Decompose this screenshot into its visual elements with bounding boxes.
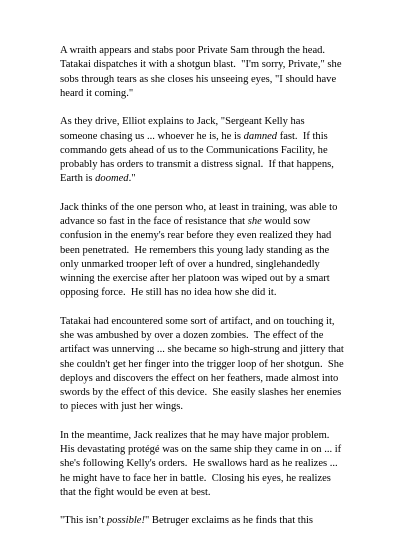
text-line	[60, 472, 378, 486]
text-run: opposing force. He still has no idea how she did it.	[60, 287, 277, 299]
paragraph	[60, 429, 378, 500]
emphasized-text: damned	[243, 130, 278, 142]
text-line	[60, 286, 378, 300]
text-run: Tatakai had encountered some sort of artifact, and on touching it,	[60, 315, 335, 327]
paragraph	[60, 201, 378, 301]
emphasized-text: possible!	[106, 515, 145, 527]
text-run: His devastating protégé was on the same ship they came in on ... if	[60, 444, 342, 455]
document-page	[60, 44, 378, 529]
text-line	[60, 258, 378, 272]
text-run: fast. If this	[277, 130, 328, 142]
text-run: she was ambushed by over a dozen zombies. The effect of the	[60, 330, 324, 341]
text-line	[60, 87, 378, 101]
text-run: someone chasing us ... whoever he is, he is	[60, 130, 244, 142]
text-line	[60, 158, 378, 172]
text-run: that the fight would be even at best.	[60, 486, 211, 498]
text-run: only unmarked trooper left of over a hundred, singlehandedly	[60, 258, 320, 270]
text-line	[60, 329, 378, 343]
text-line	[60, 58, 378, 72]
text-line	[60, 272, 378, 286]
text-run: confusion in the enemy's rear before they even realized they had	[60, 230, 332, 242]
text-line	[60, 386, 378, 400]
text-line	[60, 514, 378, 528]
text-run: probably has orders to transmit a distress signal. If that happens,	[60, 159, 334, 170]
text-run: swords by the effect of this device. She easily slashes her enemies	[60, 387, 342, 398]
text-run: In the meantime, Jack realizes that he may have major problem.	[60, 429, 330, 441]
text-run: ."	[128, 173, 136, 185]
paragraph	[60, 514, 378, 528]
text-run: she's following Kelly's orders. He swallows hard as he realizes ...	[60, 458, 338, 470]
text-line	[60, 130, 378, 144]
text-run: Tatakai dispatches it with a shotgun blast. "I'm sorry, Private," she	[60, 59, 342, 71]
text-line	[60, 429, 378, 443]
text-run: advance so fast in the face of resistance that	[60, 216, 248, 227]
text-run: been penetrated. He remembers this young lady standing as the	[60, 244, 330, 256]
text-run: she couldn't get her finger into the trigger loop of her shotgun. She	[60, 358, 344, 370]
text-line	[60, 144, 378, 158]
text-line	[60, 400, 378, 414]
emphasized-text: she	[247, 216, 262, 227]
paragraph	[60, 44, 378, 101]
text-run: artifact was unnerving ... she became so high-strung and jittery that	[60, 344, 344, 356]
text-line	[60, 244, 378, 258]
text-line	[60, 486, 378, 500]
text-line	[60, 172, 378, 186]
text-line	[60, 457, 378, 471]
paragraph	[60, 115, 378, 186]
text-line	[60, 73, 378, 87]
text-line	[60, 229, 378, 243]
text-line	[60, 443, 378, 457]
text-line	[60, 201, 378, 215]
text-run: winning the exercise after her platoon was wiped out by a smart	[60, 273, 330, 284]
text-run: " Betruger exclaims as he finds that this	[144, 515, 314, 527]
text-run: Jack thinks of the one person who, at least in training, was able to	[60, 201, 338, 213]
text-run: Earth is	[60, 173, 96, 185]
text-run: sobs through tears as she closes his unseeing eyes, "I should have	[60, 73, 337, 85]
text-line	[60, 372, 378, 386]
emphasized-text: doomed	[95, 173, 129, 185]
text-line	[60, 315, 378, 329]
text-run: to pieces with just her wings.	[60, 401, 184, 413]
text-run: A wraith appears and stabs poor Private Sam through the head.	[60, 45, 326, 56]
text-run: would sow	[261, 216, 311, 227]
text-run: deploys and discovers the effect on her feathers, made almost into	[60, 372, 339, 384]
text-run: "This isn’t	[60, 515, 107, 527]
text-line	[60, 343, 378, 357]
text-run: he might have to face her in battle. Closing his eyes, he realizes	[60, 472, 331, 484]
text-run: commando gets ahead of us to the Communications Facility, he	[60, 144, 328, 156]
text-line	[60, 44, 378, 58]
text-line	[60, 358, 378, 372]
text-line	[60, 115, 378, 129]
text-run: As they drive, Elliot explains to Jack, "Sergeant Kelly has	[60, 116, 305, 128]
paragraph	[60, 315, 378, 415]
text-line	[60, 215, 378, 229]
text-run: heard it coming."	[60, 87, 134, 99]
